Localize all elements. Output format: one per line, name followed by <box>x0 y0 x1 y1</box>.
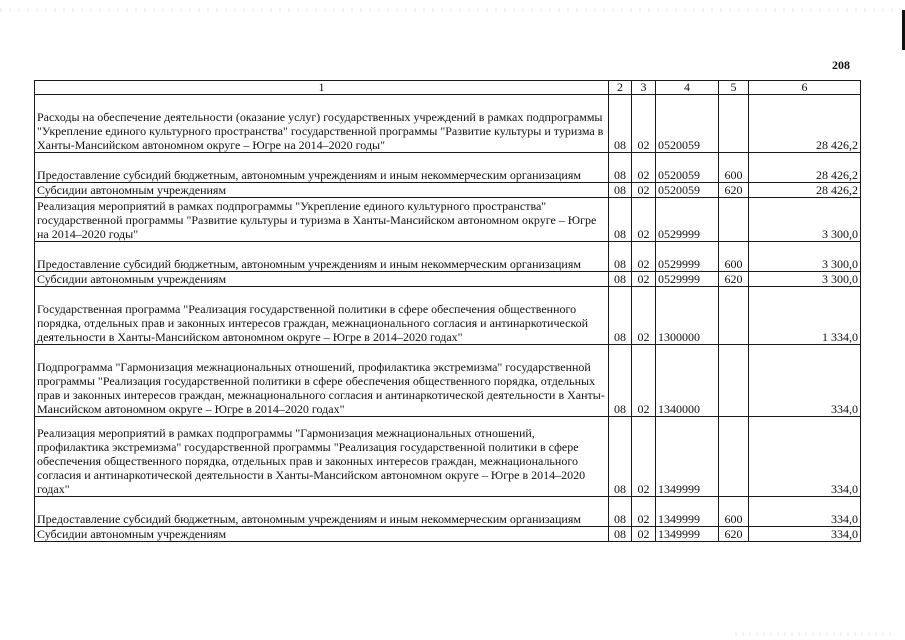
expense-type: 620 <box>719 183 749 198</box>
expense-type <box>719 345 749 417</box>
subsection-code: 02 <box>632 153 656 183</box>
expense-type: 600 <box>719 242 749 272</box>
table-row <box>35 527 861 542</box>
subsection-code: 02 <box>632 183 656 198</box>
header-cell: 3 <box>632 81 656 95</box>
table-row <box>35 242 861 272</box>
table-row <box>35 183 861 198</box>
amount: 334,0 <box>749 527 861 542</box>
amount: 1 334,0 <box>749 287 861 345</box>
section-code: 08 <box>609 242 632 272</box>
target-article: 0520059 <box>656 183 719 198</box>
section-code: 08 <box>609 198 632 242</box>
amount: 3 300,0 <box>749 272 861 287</box>
scan-artifact-bottom <box>735 632 895 636</box>
row-name: Реализация мероприятий в рамках подпрограммы "Укрепление единого культурного пространства" государственной программы "Развитие культуры и туризма в Ханты-Мансийском автономном округе – Югре на 2014–2020 годы" <box>35 198 609 242</box>
target-article: 0529999 <box>656 272 719 287</box>
header-cell: 6 <box>749 81 861 95</box>
expense-type <box>719 95 749 153</box>
section-code: 08 <box>609 272 632 287</box>
amount: 28 426,2 <box>749 95 861 153</box>
target-article: 1340000 <box>656 345 719 417</box>
row-name: Расходы на обеспечение деятельности (оказание услуг) государственных учреждений в рамках подпрограммы "Укрепление единого культурного пространства" государственной программы "Развитие культуры и туризма в Ханты-Мансийском автономном округе – Югре на 2014–2020 годы" <box>35 95 609 153</box>
table-row <box>35 153 861 183</box>
row-name: Субсидии автономным учреждениям <box>35 272 609 287</box>
target-article: 1349999 <box>656 417 719 497</box>
section-code: 08 <box>609 345 632 417</box>
expense-type: 600 <box>719 497 749 527</box>
subsection-code: 02 <box>632 272 656 287</box>
subsection-code: 02 <box>632 527 656 542</box>
amount: 28 426,2 <box>749 183 861 198</box>
budget-table <box>34 80 861 542</box>
table-row <box>35 272 861 287</box>
row-name: Предоставление субсидий бюджетным, автономным учреждениям и иным некоммерческим организациям <box>35 497 609 527</box>
section-code: 08 <box>609 183 632 198</box>
section-code: 08 <box>609 95 632 153</box>
subsection-code: 02 <box>632 287 656 345</box>
expense-type <box>719 417 749 497</box>
expense-type <box>719 287 749 345</box>
table-row <box>35 417 861 497</box>
row-name: Предоставление субсидий бюджетным, автономным учреждениям и иным некоммерческим организациям <box>35 153 609 183</box>
target-article: 0520059 <box>656 95 719 153</box>
target-article: 1349999 <box>656 527 719 542</box>
target-article: 0520059 <box>656 153 719 183</box>
section-code: 08 <box>609 527 632 542</box>
row-name: Подпрограмма "Гармонизация межнациональных отношений, профилактика экстремизма" государственной программы "Реализация государственной политики в сфере обеспечения общественного порядка, отдельных прав и законных интересов граждан, межнационального согласия и антинаркотической деятельности в Ханты-Мансийском автономном округе – Югре в 2014–2020 годах" <box>35 345 609 417</box>
section-code: 08 <box>609 497 632 527</box>
scan-artifact-top <box>0 8 905 12</box>
target-article: 0529999 <box>656 242 719 272</box>
table-row <box>35 497 861 527</box>
header-row <box>35 81 861 95</box>
amount: 334,0 <box>749 497 861 527</box>
amount: 3 300,0 <box>749 198 861 242</box>
table-row <box>35 95 861 153</box>
target-article: 1349999 <box>656 497 719 527</box>
amount: 334,0 <box>749 417 861 497</box>
row-name: Предоставление субсидий бюджетным, автономным учреждениям и иным некоммерческим организациям <box>35 242 609 272</box>
row-name: Реализация мероприятий в рамках подпрограммы "Гармонизация межнациональных отношений, профилактика экстремизма" государственной программы "Реализация государственной политики в сфере обеспечения общественного порядка, отдельных прав и законных интересов граждан, межнационального согласия и антинаркотической деятельности в Ханты-Мансийском автономном округе – Югре в 2014–2020 годах" <box>35 417 609 497</box>
table-row <box>35 198 861 242</box>
subsection-code: 02 <box>632 417 656 497</box>
section-code: 08 <box>609 417 632 497</box>
subsection-code: 02 <box>632 198 656 242</box>
header-cell: 5 <box>719 81 749 95</box>
section-code: 08 <box>609 287 632 345</box>
subsection-code: 02 <box>632 95 656 153</box>
header-cell: 2 <box>609 81 632 95</box>
expense-type <box>719 198 749 242</box>
subsection-code: 02 <box>632 497 656 527</box>
header-cell: 4 <box>656 81 719 95</box>
amount: 28 426,2 <box>749 153 861 183</box>
table-row <box>35 345 861 417</box>
row-name: Субсидии автономным учреждениям <box>35 183 609 198</box>
row-name: Государственная программа "Реализация государственной политики в сфере обеспечения общественного порядка, отдельных прав и законных интересов граждан, межнационального согласия и антинаркотической деятельности в Ханты-Мансийском автономном округе – Югре в 2014–2020 годах" <box>35 287 609 345</box>
subsection-code: 02 <box>632 345 656 417</box>
row-name: Субсидии автономным учреждениям <box>35 527 609 542</box>
amount: 3 300,0 <box>749 242 861 272</box>
header-cell: 1 <box>35 81 609 95</box>
expense-type: 620 <box>719 272 749 287</box>
page-number: 208 <box>832 58 850 72</box>
section-code: 08 <box>609 153 632 183</box>
target-article: 0529999 <box>656 198 719 242</box>
subsection-code: 02 <box>632 242 656 272</box>
amount: 334,0 <box>749 345 861 417</box>
expense-type: 600 <box>719 153 749 183</box>
table-row <box>35 287 861 345</box>
expense-type: 620 <box>719 527 749 542</box>
target-article: 1300000 <box>656 287 719 345</box>
